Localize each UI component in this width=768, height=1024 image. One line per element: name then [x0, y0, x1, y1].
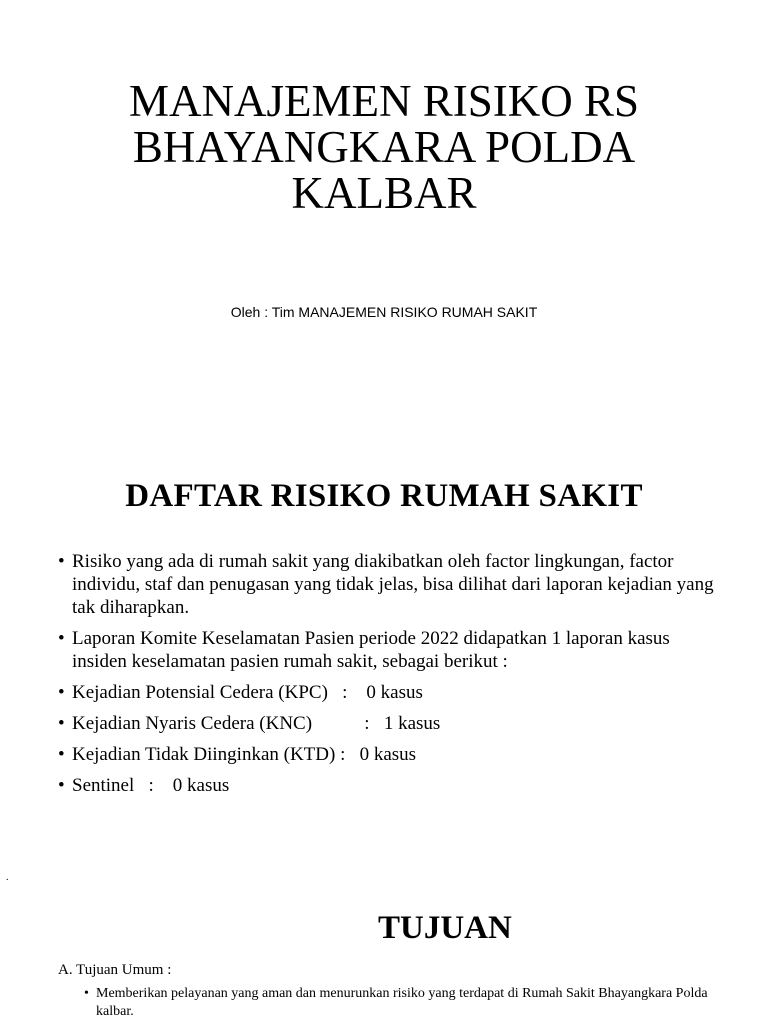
title-line: MANAJEMEN RISIKO RS [128, 76, 640, 126]
list-item [58, 774, 728, 797]
slide-heading: DAFTAR RISIKO RUMAH SAKIT [125, 478, 643, 514]
slide-objectives [0, 890, 768, 1024]
bullet-icon: • [58, 713, 65, 734]
presentation-title [0, 78, 768, 216]
bullet-icon: • [58, 744, 65, 765]
bullet-icon: • [58, 628, 65, 649]
bullet-icon: • [58, 551, 65, 572]
title-line: BHAYANGKARA POLDA [132, 122, 636, 172]
slide-risk-list [0, 440, 768, 860]
bullet-list [58, 550, 728, 805]
list-item [84, 985, 724, 1021]
list-item [58, 627, 728, 673]
list-item-text: Sentinel : 0 kasus [72, 775, 230, 796]
list-item-text: Memberikan pelayanan yang aman dan menurunkan risiko yang terdapat di Rumah Sakit Bhayangkara Polda kalbar. [96, 986, 708, 1019]
list-item-text: Kejadian Tidak Diinginkan (KTD) : 0 kasus [72, 744, 417, 765]
slide-heading: TUJUAN [378, 910, 512, 946]
bullet-icon: • [58, 682, 65, 703]
presentation-subtitle: Oleh : Tim MANAJEMEN RISIKO RUMAH SAKIT [230, 304, 538, 320]
list-item [58, 712, 728, 735]
slide-title [0, 0, 768, 440]
title-line: KALBAR [291, 168, 477, 218]
list-item-text: Laporan Komite Keselamatan Pasien periode 2022 didapatkan 1 laporan kasus insiden keselamatan pasien rumah sakit, sebagai berikut : [72, 628, 670, 672]
list-item [58, 743, 728, 766]
section-label: A. Tujuan Umum : [58, 962, 172, 978]
list-item [58, 681, 728, 704]
sub-bullet-list [84, 985, 724, 1021]
list-item-text: Kejadian Nyaris Cedera (KNC) : 1 kasus [72, 713, 441, 734]
bullet-icon: • [84, 986, 89, 1001]
list-item-text: Kejadian Potensial Cedera (KPC) : 0 kasus [72, 682, 423, 703]
list-item [58, 550, 728, 619]
stray-mark: . [6, 872, 9, 883]
list-item-text: Risiko yang ada di rumah sakit yang diakibatkan oleh factor lingkungan, factor individu, staf dan penugasan yang tidak jelas, bisa dilihat dari laporan kejadian yang tak diharapkan. [72, 551, 714, 618]
bullet-icon: • [58, 775, 65, 796]
